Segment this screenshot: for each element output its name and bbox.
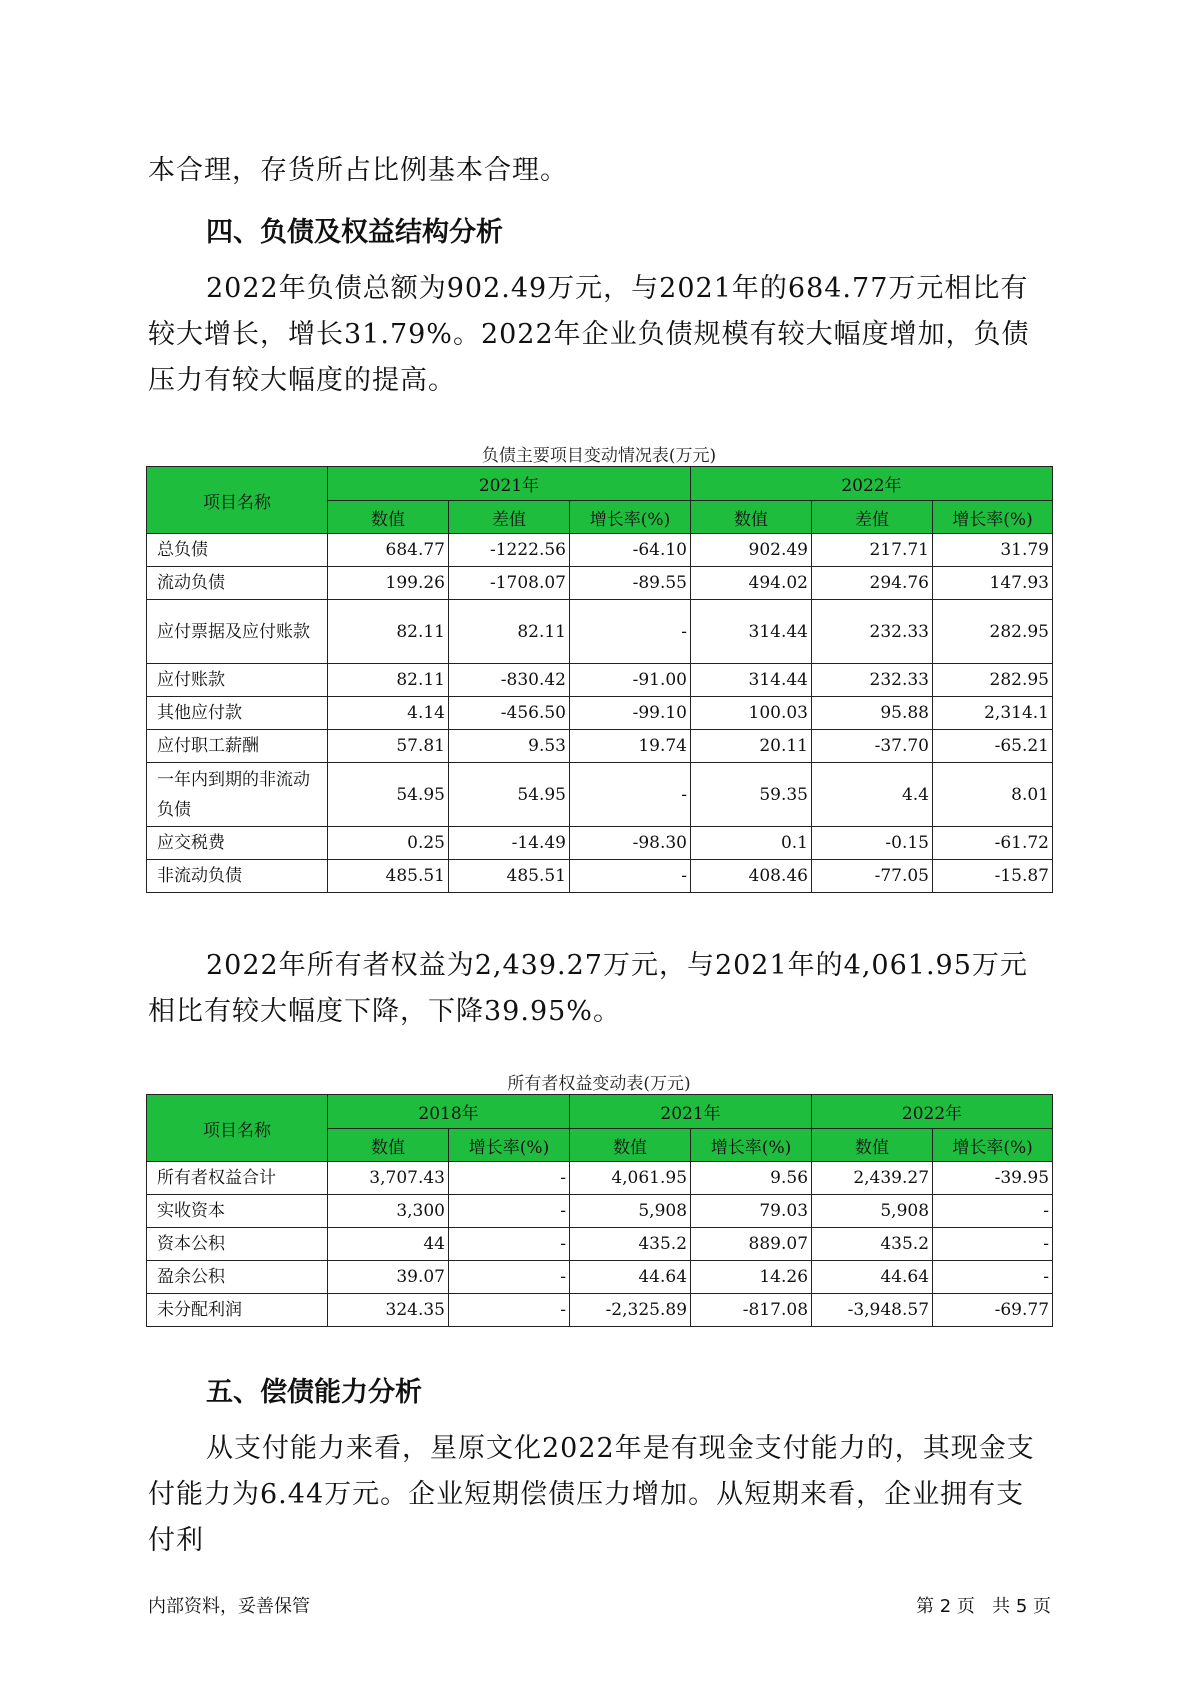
row-value-cell: 44.64 (812, 1261, 933, 1294)
row-value-cell: - (449, 1261, 570, 1294)
table2-header-year-2021: 2021年 (570, 1095, 812, 1129)
table2-subheader: 增长率(%) (449, 1129, 570, 1162)
row-value-cell: 282.95 (933, 664, 1053, 697)
row-value-cell: 324.35 (328, 1294, 449, 1327)
table1-subheader: 增长率(%) (570, 501, 691, 534)
row-value-cell: -69.77 (933, 1294, 1053, 1327)
table2-caption: 所有者权益变动表(万元) (507, 1074, 691, 1094)
table-row (147, 1162, 1053, 1195)
row-value-cell: 485.51 (449, 860, 570, 893)
table2-subheader: 增长率(%) (933, 1129, 1053, 1162)
row-item-name: 流动负债 (147, 567, 328, 600)
table1-subheader: 数值 (328, 501, 449, 534)
section-heading-solvency: 五、偿债能力分析 (206, 1377, 422, 1408)
table1-header-year-2021: 2021年 (328, 467, 691, 501)
row-value-cell: 100.03 (691, 697, 812, 730)
row-value-cell: -2,325.89 (570, 1294, 691, 1327)
row-value-cell: - (449, 1228, 570, 1261)
paragraph-intro-tail: 本合理，存货所占比例基本合理。 (148, 155, 568, 186)
row-value-cell: 82.11 (328, 600, 449, 664)
row-value-cell: 54.95 (328, 763, 449, 827)
row-value-cell: - (933, 1261, 1053, 1294)
row-value-cell: 0.25 (328, 827, 449, 860)
row-value-cell: -89.55 (570, 567, 691, 600)
table-row (147, 1228, 1053, 1261)
table2-header-year-2018: 2018年 (328, 1095, 570, 1129)
row-value-cell: - (570, 600, 691, 664)
table-row (147, 763, 1053, 827)
row-value-cell: - (570, 860, 691, 893)
equity-table (146, 1094, 1053, 1327)
row-value-cell: 59.35 (691, 763, 812, 827)
row-value-cell: 4.4 (812, 763, 933, 827)
row-value-cell: -98.30 (570, 827, 691, 860)
row-value-cell: 19.74 (570, 730, 691, 763)
row-value-cell: 4,061.95 (570, 1162, 691, 1195)
row-value-cell: 199.26 (328, 567, 449, 600)
row-value-cell: 31.79 (933, 534, 1053, 567)
row-value-cell: 314.44 (691, 600, 812, 664)
footer-confidential-note: 内部资料，妥善保管 (148, 1596, 310, 1617)
row-value-cell: 494.02 (691, 567, 812, 600)
table-row (147, 1195, 1053, 1228)
row-value-cell: 95.88 (812, 697, 933, 730)
table2-subheader: 数值 (812, 1129, 933, 1162)
row-value-cell: - (449, 1162, 570, 1195)
row-value-cell: 889.07 (691, 1228, 812, 1261)
row-value-cell: - (933, 1228, 1053, 1261)
row-item-name: 一年内到期的非流动负债 (147, 763, 328, 827)
row-value-cell: -1708.07 (449, 567, 570, 600)
row-value-cell: 3,707.43 (328, 1162, 449, 1195)
row-value-cell: 82.11 (449, 600, 570, 664)
row-value-cell: 232.33 (812, 600, 933, 664)
table-row (147, 697, 1053, 730)
row-value-cell: 5,908 (570, 1195, 691, 1228)
row-value-cell: -14.49 (449, 827, 570, 860)
row-value-cell: -15.87 (933, 860, 1053, 893)
table2-subheader: 数值 (328, 1129, 449, 1162)
row-value-cell: 232.33 (812, 664, 933, 697)
row-value-cell: 902.49 (691, 534, 812, 567)
row-value-cell: 282.95 (933, 600, 1053, 664)
row-value-cell: 435.2 (812, 1228, 933, 1261)
row-value-cell: 9.53 (449, 730, 570, 763)
row-value-cell: - (933, 1195, 1053, 1228)
row-value-cell: 14.26 (691, 1261, 812, 1294)
row-value-cell: - (570, 763, 691, 827)
row-value-cell: 217.71 (812, 534, 933, 567)
row-value-cell: 408.46 (691, 860, 812, 893)
row-value-cell: -1222.56 (449, 534, 570, 567)
row-item-name: 应付票据及应付账款 (147, 600, 328, 664)
row-item-name: 所有者权益合计 (147, 1162, 328, 1195)
row-value-cell: -39.95 (933, 1162, 1053, 1195)
row-item-name: 应付职工薪酬 (147, 730, 328, 763)
row-item-name: 资本公积 (147, 1228, 328, 1261)
row-value-cell: 684.77 (328, 534, 449, 567)
table-row (147, 664, 1053, 697)
row-item-name: 未分配利润 (147, 1294, 328, 1327)
paragraph-equity: 2022年所有者权益为2,439.27万元，与2021年的4,061.95万元相比有较大幅度下降，下降39.95%。 (148, 950, 1028, 1027)
row-value-cell: -3,948.57 (812, 1294, 933, 1327)
table-row (147, 600, 1053, 664)
liabilities-table (146, 466, 1053, 893)
table-row (147, 860, 1053, 893)
table-row (147, 1294, 1053, 1327)
table1-header-item-name: 项目名称 (147, 467, 328, 534)
row-value-cell: - (449, 1195, 570, 1228)
footer-page-number: 第 2 页 共 5 页 (916, 1596, 1051, 1617)
table-row (147, 534, 1053, 567)
row-value-cell: 39.07 (328, 1261, 449, 1294)
row-value-cell: 20.11 (691, 730, 812, 763)
table2-subheader: 数值 (570, 1129, 691, 1162)
row-item-name: 其他应付款 (147, 697, 328, 730)
row-value-cell: -91.00 (570, 664, 691, 697)
row-value-cell: 3,300 (328, 1195, 449, 1228)
row-value-cell: -61.72 (933, 827, 1053, 860)
row-value-cell: -77.05 (812, 860, 933, 893)
paragraph-liabilities: 2022年负债总额为902.49万元，与2021年的684.77万元相比有较大增长，增长31.79%。2022年企业负债规模有较大幅度增加，负债压力有较大幅度的提高。 (148, 273, 1030, 396)
row-value-cell: -830.42 (449, 664, 570, 697)
table1-subheader: 差值 (449, 501, 570, 534)
row-value-cell: 147.93 (933, 567, 1053, 600)
table1-header-year-2022: 2022年 (691, 467, 1053, 501)
table1-caption: 负债主要项目变动情况表(万元) (481, 446, 717, 466)
row-value-cell: -37.70 (812, 730, 933, 763)
row-value-cell: 0.1 (691, 827, 812, 860)
row-value-cell: -99.10 (570, 697, 691, 730)
row-value-cell: -0.15 (812, 827, 933, 860)
row-value-cell: 4.14 (328, 697, 449, 730)
paragraph-solvency: 从支付能力来看，星原文化2022年是有现金支付能力的，其现金支付能力为6.44万元。企业短期偿债压力增加。从短期来看，企业拥有支付利 (148, 1433, 1035, 1556)
row-value-cell: 485.51 (328, 860, 449, 893)
table1-subheader: 差值 (812, 501, 933, 534)
row-value-cell: 294.76 (812, 567, 933, 600)
row-value-cell: 9.56 (691, 1162, 812, 1195)
row-value-cell: 8.01 (933, 763, 1053, 827)
table-row (147, 730, 1053, 763)
row-item-name: 非流动负债 (147, 860, 328, 893)
section-heading-liabilities: 四、负债及权益结构分析 (206, 217, 503, 248)
row-value-cell: 314.44 (691, 664, 812, 697)
row-item-name: 总负债 (147, 534, 328, 567)
row-value-cell: 5,908 (812, 1195, 933, 1228)
row-value-cell: 79.03 (691, 1195, 812, 1228)
row-value-cell: 44 (328, 1228, 449, 1261)
table2-header-year-2022: 2022年 (812, 1095, 1053, 1129)
table2-subheader: 增长率(%) (691, 1129, 812, 1162)
row-value-cell: -65.21 (933, 730, 1053, 763)
row-value-cell: 54.95 (449, 763, 570, 827)
row-value-cell: 435.2 (570, 1228, 691, 1261)
row-value-cell: 82.11 (328, 664, 449, 697)
table-row (147, 1261, 1053, 1294)
table-row (147, 567, 1053, 600)
row-value-cell: -64.10 (570, 534, 691, 567)
row-value-cell: 2,314.1 (933, 697, 1053, 730)
table2-header-item-name: 项目名称 (147, 1095, 328, 1162)
table1-subheader: 增长率(%) (933, 501, 1053, 534)
row-item-name: 应交税费 (147, 827, 328, 860)
row-value-cell: - (449, 1294, 570, 1327)
row-item-name: 应付账款 (147, 664, 328, 697)
table-row (147, 827, 1053, 860)
row-item-name: 实收资本 (147, 1195, 328, 1228)
row-value-cell: -817.08 (691, 1294, 812, 1327)
row-value-cell: 57.81 (328, 730, 449, 763)
row-value-cell: -456.50 (449, 697, 570, 730)
table1-subheader: 数值 (691, 501, 812, 534)
row-value-cell: 44.64 (570, 1261, 691, 1294)
row-item-name: 盈余公积 (147, 1261, 328, 1294)
row-value-cell: 2,439.27 (812, 1162, 933, 1195)
